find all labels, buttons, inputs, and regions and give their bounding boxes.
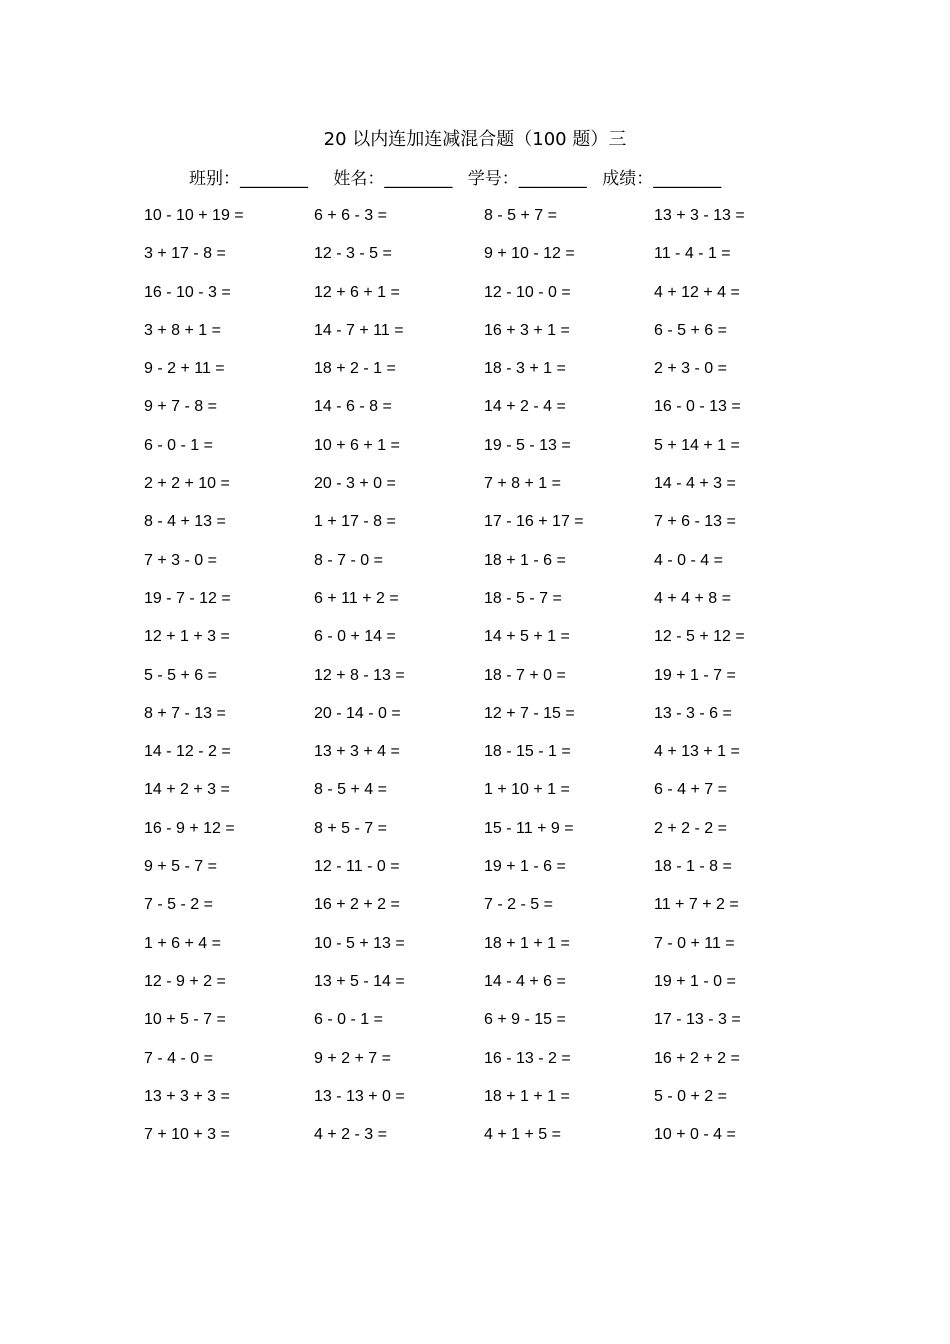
math-problem: 16 + 2 + 2 = bbox=[654, 1049, 740, 1067]
math-problem: 12 - 10 - 0 = bbox=[484, 283, 571, 301]
math-problem: 13 + 5 - 14 = bbox=[314, 972, 405, 990]
math-problem: 9 - 2 + 11 = bbox=[144, 360, 225, 378]
math-problem: 4 + 4 + 8 = bbox=[654, 589, 731, 607]
math-problem: 8 + 7 - 13 = bbox=[144, 704, 226, 722]
math-problem: 14 + 2 - 4 = bbox=[484, 398, 566, 416]
math-problem: 6 - 0 + 14 = bbox=[314, 628, 396, 646]
class-field: 班别：________ bbox=[189, 169, 308, 189]
math-problem: 14 + 2 + 3 = bbox=[144, 781, 230, 799]
math-problem: 18 - 3 + 1 = bbox=[484, 360, 566, 378]
math-problem: 12 + 8 - 13 = bbox=[314, 666, 405, 684]
worksheet-title: 20 以内连加连减混合题（100 题）三 bbox=[323, 129, 627, 150]
math-problem: 16 - 0 - 13 = bbox=[654, 398, 741, 416]
math-problem: 19 + 1 - 0 = bbox=[654, 972, 736, 990]
math-problem: 12 - 9 + 2 = bbox=[144, 972, 226, 990]
math-problem: 12 - 3 - 5 = bbox=[314, 245, 392, 263]
math-problem: 12 + 6 + 1 = bbox=[314, 283, 400, 301]
student-number-field: 学号：________ bbox=[467, 169, 587, 189]
problem-grid bbox=[144, 204, 824, 1161]
math-problem: 17 - 16 + 17 = bbox=[484, 513, 584, 531]
math-problem: 6 + 6 - 3 = bbox=[314, 207, 387, 224]
math-problem: 17 - 13 - 3 = bbox=[654, 1011, 741, 1029]
math-problem: 4 + 12 + 4 = bbox=[654, 283, 740, 301]
math-problem: 4 + 13 + 1 = bbox=[654, 743, 740, 761]
math-problem: 2 + 2 - 2 = bbox=[654, 819, 727, 837]
math-problem: 7 - 5 - 2 = bbox=[144, 896, 213, 914]
math-problem: 10 - 10 + 19 = bbox=[144, 207, 244, 224]
math-problem: 6 + 9 - 15 = bbox=[484, 1011, 566, 1029]
math-problem: 20 - 3 + 0 = bbox=[314, 475, 396, 493]
math-problem: 18 + 1 + 1 = bbox=[484, 934, 570, 952]
math-problem: 10 + 5 - 7 = bbox=[144, 1011, 226, 1029]
math-problem: 10 + 6 + 1 = bbox=[314, 436, 400, 454]
math-problem: 2 + 2 + 10 = bbox=[144, 475, 230, 493]
math-problem: 7 - 4 - 0 = bbox=[144, 1049, 213, 1067]
math-problem: 14 - 4 + 3 = bbox=[654, 475, 736, 493]
math-problem: 7 + 10 + 3 = bbox=[144, 1126, 230, 1144]
math-problem: 19 + 1 - 6 = bbox=[484, 858, 566, 876]
math-problem: 18 - 7 + 0 = bbox=[484, 666, 566, 684]
math-problem: 9 + 10 - 12 = bbox=[484, 245, 575, 263]
math-problem: 12 - 5 + 12 = bbox=[654, 628, 745, 646]
math-problem: 12 - 11 - 0 = bbox=[314, 858, 400, 876]
math-problem: 14 - 6 - 8 = bbox=[314, 398, 392, 416]
math-problem: 19 - 5 - 13 = bbox=[484, 436, 571, 454]
math-problem: 20 - 14 - 0 = bbox=[314, 704, 401, 722]
math-problem: 18 + 1 - 6 = bbox=[484, 551, 566, 569]
math-problem: 2 + 3 - 0 = bbox=[654, 360, 727, 378]
math-problem: 6 - 5 + 6 = bbox=[654, 321, 727, 339]
math-problem: 18 - 15 - 1 = bbox=[484, 743, 571, 761]
math-problem: 18 - 1 - 8 = bbox=[654, 858, 732, 876]
math-problem: 14 - 12 - 2 = bbox=[144, 743, 231, 761]
math-problem: 6 - 4 + 7 = bbox=[654, 781, 727, 799]
math-problem: 16 + 2 + 2 = bbox=[314, 896, 400, 914]
score-field: 成绩：________ bbox=[602, 169, 722, 189]
math-problem: 11 - 4 - 1 = bbox=[654, 245, 731, 263]
math-problem: 13 + 3 + 3 = bbox=[144, 1087, 230, 1105]
math-problem: 6 - 0 - 1 = bbox=[314, 1011, 383, 1029]
math-problem: 7 - 0 + 11 = bbox=[654, 934, 735, 952]
name-field: 姓名：________ bbox=[333, 169, 453, 189]
math-problem: 7 + 3 - 0 = bbox=[144, 551, 217, 569]
math-problem: 5 + 14 + 1 = bbox=[654, 436, 740, 454]
math-problem: 7 + 8 + 1 = bbox=[484, 475, 561, 493]
math-problem: 6 + 11 + 2 = bbox=[314, 589, 399, 607]
math-problem: 14 - 4 + 6 = bbox=[484, 972, 566, 990]
math-problem: 14 - 7 + 11 = bbox=[314, 321, 404, 339]
math-problem: 9 + 7 - 8 = bbox=[144, 398, 217, 416]
math-problem: 1 + 10 + 1 = bbox=[484, 781, 570, 799]
math-problem: 16 - 9 + 12 = bbox=[144, 819, 235, 837]
math-problem: 12 + 7 - 15 = bbox=[484, 704, 575, 722]
math-problem: 8 - 4 + 13 = bbox=[144, 513, 226, 531]
math-problem: 16 - 13 - 2 = bbox=[484, 1049, 571, 1067]
math-problem: 8 + 5 - 7 = bbox=[314, 819, 387, 837]
math-problem: 19 + 1 - 7 = bbox=[654, 666, 736, 684]
math-problem: 10 - 5 + 13 = bbox=[314, 934, 405, 952]
math-problem: 13 + 3 - 13 = bbox=[654, 207, 745, 224]
math-problem: 19 - 7 - 12 = bbox=[144, 589, 231, 607]
math-problem: 5 - 0 + 2 = bbox=[654, 1087, 727, 1105]
math-problem: 6 - 0 - 1 = bbox=[144, 436, 213, 454]
math-problem: 5 - 5 + 6 = bbox=[144, 666, 217, 684]
math-problem: 7 + 6 - 13 = bbox=[654, 513, 736, 531]
math-problem: 11 + 7 + 2 = bbox=[654, 896, 739, 914]
math-problem: 4 - 0 - 4 = bbox=[654, 551, 723, 569]
math-problem: 18 + 2 - 1 = bbox=[314, 360, 396, 378]
math-problem: 8 - 7 - 0 = bbox=[314, 551, 383, 569]
math-problem: 3 + 17 - 8 = bbox=[144, 245, 226, 263]
math-problem: 8 - 5 + 4 = bbox=[314, 781, 387, 799]
math-problem: 9 + 2 + 7 = bbox=[314, 1049, 391, 1067]
math-problem: 1 + 6 + 4 = bbox=[144, 934, 221, 952]
math-problem: 9 + 5 - 7 = bbox=[144, 858, 217, 876]
math-problem: 15 - 11 + 9 = bbox=[484, 819, 574, 837]
math-problem: 3 + 8 + 1 = bbox=[144, 321, 221, 339]
math-problem: 12 + 1 + 3 = bbox=[144, 628, 230, 646]
math-problem: 16 - 10 - 3 = bbox=[144, 283, 231, 301]
math-problem: 8 - 5 + 7 = bbox=[484, 207, 557, 224]
math-problem: 1 + 17 - 8 = bbox=[314, 513, 396, 531]
math-problem: 14 + 5 + 1 = bbox=[484, 628, 570, 646]
math-problem: 18 + 1 + 1 = bbox=[484, 1087, 570, 1105]
math-problem: 13 + 3 + 4 = bbox=[314, 743, 400, 761]
math-problem: 13 - 13 + 0 = bbox=[314, 1087, 405, 1105]
student-info-line bbox=[189, 167, 721, 191]
math-problem: 18 - 5 - 7 = bbox=[484, 589, 562, 607]
math-problem: 10 + 0 - 4 = bbox=[654, 1126, 736, 1144]
math-problem: 4 + 2 - 3 = bbox=[314, 1126, 387, 1144]
math-problem: 4 + 1 + 5 = bbox=[484, 1126, 561, 1144]
math-problem: 16 + 3 + 1 = bbox=[484, 321, 570, 339]
math-problem: 13 - 3 - 6 = bbox=[654, 704, 732, 722]
math-problem: 7 - 2 - 5 = bbox=[484, 896, 553, 914]
